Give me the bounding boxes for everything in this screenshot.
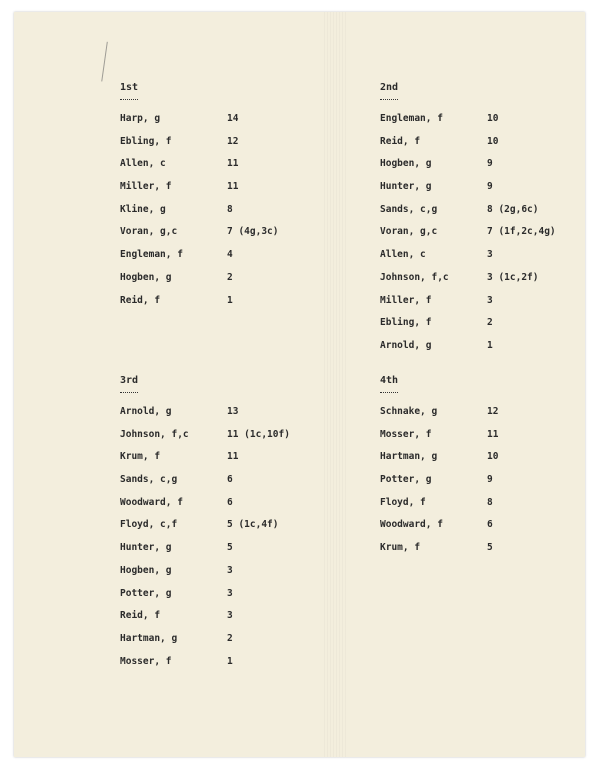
player-score: 14 — [227, 113, 239, 124]
player-name: Johnson, f,c — [380, 271, 449, 283]
player-name: Johnson, f,c — [120, 428, 189, 440]
player-score: 2 — [227, 632, 233, 644]
player-name: Hartman, g — [380, 451, 438, 463]
player-name: Engleman, f — [380, 113, 443, 124]
player-row — [380, 131, 556, 154]
player-row — [120, 469, 290, 492]
player-row — [380, 108, 556, 131]
player-score: 4 — [227, 249, 233, 261]
player-score: 12 — [227, 135, 239, 147]
player-row — [120, 176, 278, 199]
player-row — [120, 560, 290, 583]
player-row — [120, 537, 290, 560]
player-score: 2 — [487, 317, 493, 329]
player-row — [380, 312, 556, 335]
player-row — [380, 446, 498, 469]
player-row — [380, 267, 556, 290]
quarter-4th — [380, 368, 498, 560]
player-row — [380, 335, 556, 358]
player-score: 8 — [487, 496, 493, 508]
player-row — [380, 244, 556, 267]
player-row — [380, 199, 556, 222]
player-score: 3 — [227, 587, 233, 599]
quarter-rows — [380, 108, 556, 358]
document-page — [14, 12, 585, 757]
player-row — [380, 290, 556, 313]
player-score: 10 — [487, 135, 499, 147]
player-row — [120, 401, 290, 424]
quarter-2nd — [380, 75, 556, 358]
player-name: Hartman, g — [120, 632, 178, 644]
player-row — [380, 401, 498, 424]
player-name: Potter, g — [380, 474, 432, 486]
player-score: 5 — [227, 542, 233, 554]
player-name: Sands, c,g — [380, 203, 438, 215]
player-row — [120, 199, 278, 222]
player-score: 7 (1f,2c,4g) — [487, 226, 556, 238]
player-score: 13 — [227, 406, 239, 417]
quarter-title: 3rd — [120, 372, 138, 393]
player-score: 9 — [487, 474, 493, 486]
player-name: Ebling, f — [380, 317, 432, 329]
player-row — [380, 424, 498, 447]
player-name: Ebling, f — [120, 135, 172, 147]
player-row — [120, 446, 290, 469]
player-name: Harp, g — [120, 113, 161, 124]
player-score: 11 (1c,10f) — [227, 428, 290, 440]
player-score: 12 — [487, 406, 499, 417]
player-row — [120, 628, 290, 651]
player-score: 8 (2g,6c) — [487, 203, 539, 215]
quarter-rows — [120, 108, 278, 312]
player-row — [120, 651, 290, 674]
quarter-title: 4th — [380, 372, 398, 393]
player-name: Mosser, f — [120, 655, 172, 667]
player-name: Krum, f — [120, 451, 161, 463]
player-row — [380, 221, 556, 244]
player-score: 3 — [227, 564, 233, 576]
player-score: 11 — [227, 158, 239, 170]
player-name: Voran, g,c — [380, 226, 438, 238]
player-score: 6 — [227, 496, 233, 508]
player-row — [120, 108, 278, 131]
quarter-title: 2nd — [380, 79, 398, 100]
player-name: Miller, f — [380, 294, 432, 306]
player-score: 5 — [487, 542, 493, 554]
player-row — [120, 424, 290, 447]
player-name: Reid, f — [380, 135, 421, 147]
player-row — [380, 153, 556, 176]
player-name: Kline, g — [120, 203, 166, 215]
player-row — [380, 469, 498, 492]
player-score: 3 — [227, 610, 233, 622]
player-name: Arnold, g — [120, 406, 172, 417]
pencil-mark — [101, 42, 113, 83]
player-row — [120, 221, 278, 244]
player-row — [380, 537, 498, 560]
player-row — [120, 514, 290, 537]
quarter-title: 1st — [120, 79, 138, 100]
player-score: 11 — [227, 451, 239, 463]
player-name: Floyd, f — [380, 496, 426, 508]
player-name: Allen, c — [120, 158, 166, 170]
player-score: 11 — [487, 428, 499, 440]
player-name: Mosser, f — [380, 428, 432, 440]
player-name: Woodward, f — [380, 519, 443, 531]
player-name: Engleman, f — [120, 249, 183, 261]
player-name: Sands, c,g — [120, 474, 178, 486]
player-score: 9 — [487, 158, 493, 170]
player-row — [120, 267, 278, 290]
player-name: Reid, f — [120, 294, 161, 306]
player-row — [380, 514, 498, 537]
player-score: 9 — [487, 181, 493, 193]
player-name: Potter, g — [120, 587, 172, 599]
player-name: Arnold, g — [380, 339, 432, 351]
player-score: 7 (4g,3c) — [227, 226, 279, 238]
player-name: Schnake, g — [380, 406, 438, 417]
quarter-3rd — [120, 368, 290, 673]
player-name: Floyd, c,f — [120, 519, 178, 531]
player-score: 11 — [227, 181, 239, 193]
player-score: 3 (1c,2f) — [487, 271, 539, 283]
player-score: 1 — [227, 655, 233, 667]
player-score: 6 — [487, 519, 493, 531]
quarter-rows — [380, 401, 498, 560]
player-score: 10 — [487, 451, 499, 463]
player-score: 8 — [227, 203, 233, 215]
player-score: 3 — [487, 249, 493, 261]
player-row — [120, 290, 278, 313]
player-row — [120, 244, 278, 267]
quarter-rows — [120, 401, 290, 673]
player-row — [120, 131, 278, 154]
player-score: 1 — [227, 294, 233, 306]
player-name: Hogben, g — [120, 271, 172, 283]
player-name: Allen, c — [380, 249, 426, 261]
player-name: Hunter, g — [380, 181, 432, 193]
quarter-1st — [120, 75, 278, 312]
player-name: Hogben, g — [120, 564, 172, 576]
player-row — [120, 605, 290, 628]
player-row — [120, 492, 290, 515]
player-score: 6 — [227, 474, 233, 486]
player-score: 10 — [487, 113, 499, 124]
player-name: Hogben, g — [380, 158, 432, 170]
player-name: Reid, f — [120, 610, 161, 622]
player-score: 2 — [227, 271, 233, 283]
player-row — [380, 492, 498, 515]
player-row — [120, 583, 290, 606]
player-score: 5 (1c,4f) — [227, 519, 279, 531]
player-row — [120, 153, 278, 176]
player-name: Krum, f — [380, 542, 421, 554]
player-name: Hunter, g — [120, 542, 172, 554]
player-name: Miller, f — [120, 181, 172, 193]
player-score: 3 — [487, 294, 493, 306]
player-row — [380, 176, 556, 199]
player-score: 1 — [487, 339, 493, 351]
player-name: Woodward, f — [120, 496, 183, 508]
player-name: Voran, g,c — [120, 226, 178, 238]
